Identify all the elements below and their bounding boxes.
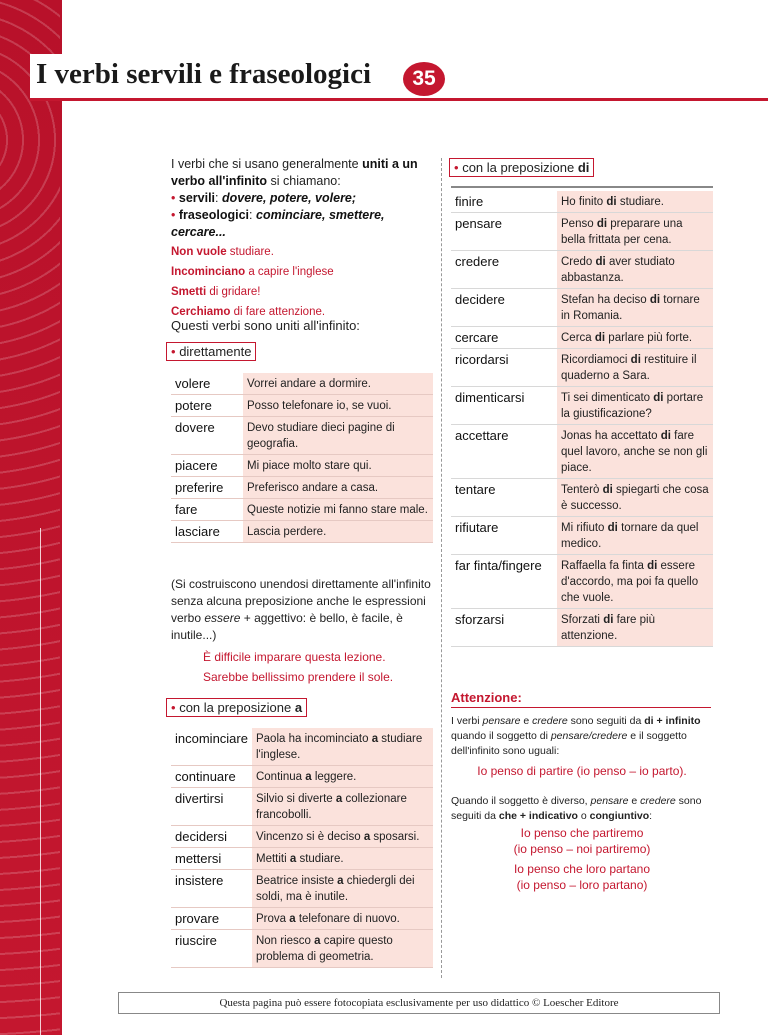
intro-line1-end: si chiamano: bbox=[267, 174, 341, 188]
table-top-rule bbox=[451, 186, 713, 188]
table-row: volere Vorrei andare a dormire. bbox=[171, 373, 433, 395]
table-row: provare Prova a telefonare di nuovo. bbox=[171, 908, 433, 930]
table-row: potere Posso telefonare io, se vuoi. bbox=[171, 395, 433, 417]
attention-example-3b: (io penso – loro partano) bbox=[516, 878, 648, 892]
servili-list: dovere, potere, volere; bbox=[221, 191, 357, 205]
note-example-2: Sarebbe bellissimo prendere il sole. bbox=[203, 670, 394, 684]
bullet-icon: • bbox=[171, 208, 176, 222]
note-example-1: È difficile imparare questa lezione. bbox=[203, 650, 386, 664]
table-row: pensare Penso di preparare una bella frittata per cena. bbox=[451, 213, 713, 251]
tag-direttamente: • direttamente bbox=[166, 342, 256, 361]
intro-text: I verbi che si usano generalmente uniti a un verbo all'infinito si chiamano: • servili: dovere, potere, volere; • fraseologici: cominciare, smettere, cercare... Non vuole studiare. Incominciano a capire l'inglese Smetti di gridare! Cerchiamo di fare attenzione. bbox=[171, 156, 433, 321]
table-row: decidere Stefan ha deciso di tornare in Romania. bbox=[451, 289, 713, 327]
column-divider bbox=[441, 158, 442, 978]
servili-label: servili bbox=[178, 191, 216, 205]
example-4: Cerchiamo di fare attenzione. bbox=[171, 306, 326, 318]
page-title: I verbi servili e fraseologici bbox=[36, 58, 372, 90]
example-3: Smetti di gridare! bbox=[171, 286, 261, 298]
table-row: sforzarsi Sforzati di fare più attenzione. bbox=[451, 609, 713, 647]
table-row: dimenticarsi Ti sei dimenticato di portare la giustificazione? bbox=[451, 387, 713, 425]
table-row: ricordarsi Ricordiamoci di restituire il quaderno a Sara. bbox=[451, 349, 713, 387]
table-row: credere Credo di aver studiato abbastanza. bbox=[451, 251, 713, 289]
bullet-icon: • bbox=[454, 160, 459, 175]
table-row: dovere Devo studiare dieci pagine di geografia. bbox=[171, 417, 433, 455]
table-row: lasciare Lascia perdere. bbox=[171, 521, 433, 543]
prep-a-table bbox=[171, 728, 433, 968]
intro-line1: I verbi che si usano generalmente bbox=[171, 157, 363, 171]
attention-rule bbox=[451, 707, 711, 708]
example-1: Non vuole studiare. bbox=[171, 246, 274, 258]
attention-example-2a: Io penso che partiremo bbox=[520, 826, 644, 840]
attention-example-2b: (io penso – noi partiremo) bbox=[513, 842, 651, 856]
table-row: accettare Jonas ha accettato di fare quel lavoro, anche se non gli piace. bbox=[451, 425, 713, 479]
intro-line1-bold: uniti a un verbo all'infinito bbox=[171, 157, 418, 188]
table-row: finire Ho finito di studiare. bbox=[451, 191, 713, 213]
unit-badge: 35 bbox=[403, 62, 445, 96]
table-row: far finta/fingere Raffaella fa finta di essere d'accordo, ma poi fa quello che vuole. bbox=[451, 555, 713, 609]
bullet-icon: • bbox=[171, 191, 176, 205]
side-band bbox=[0, 0, 62, 1035]
tag-prep-di: • con la preposizione di bbox=[449, 158, 594, 177]
footer-copyright: Questa pagina può essere fotocopiata esclusivamente per uso didattico © Loescher Editore bbox=[118, 992, 720, 1014]
table-row: decidersi Vincenzo si è deciso a sposarsi. bbox=[171, 826, 433, 848]
table-row: piacere Mi piace molto stare qui. bbox=[171, 455, 433, 477]
prep-di-table bbox=[451, 191, 713, 647]
table-row: riuscire Non riesco a capire questo problema di geometria. bbox=[171, 930, 433, 968]
bullet-icon: • bbox=[171, 700, 176, 715]
attention-heading: Attenzione: bbox=[451, 690, 522, 705]
direct-table bbox=[171, 373, 433, 543]
table-row: cercare Cerca di parlare più forte. bbox=[451, 327, 713, 349]
table-row: rifiutare Mi rifiuto di tornare da quel medico. bbox=[451, 517, 713, 555]
section-subtitle: Questi verbi sono uniti all'infinito: bbox=[171, 318, 360, 333]
band-divider bbox=[40, 528, 41, 1035]
decorative-rings bbox=[0, 0, 60, 1035]
attention-example-1: Io penso di partire (io penso – io parto). bbox=[477, 764, 687, 778]
attention-paragraph-1: I verbi pensare e credere sono seguiti da di + infinito quando il soggetto di pensare/credere e il soggetto dell'infinito sono uguali: bbox=[451, 715, 701, 757]
attention-paragraph-2: Quando il soggetto è diverso, pensare e credere sono seguiti da che + indicativo o congiuntivo: bbox=[451, 795, 702, 822]
example-2: Incominciano a capire l'inglese bbox=[171, 266, 334, 278]
fraseo-list: cominciare, smettere, cercare... bbox=[171, 208, 385, 239]
table-row: tentare Tenterò di spiegarti che cosa è successo. bbox=[451, 479, 713, 517]
attention-example-3a: Io penso che loro partano bbox=[513, 862, 651, 876]
table-row: continuare Continua a leggere. bbox=[171, 766, 433, 788]
bullet-icon: • bbox=[171, 344, 176, 359]
table-row: incominciare Paola ha incominciato a studiare l'inglese. bbox=[171, 728, 433, 766]
fraseo-label: fraseologici bbox=[178, 208, 250, 222]
note-text: (Si costruiscono unendosi direttamente all'infinito senza alcuna preposizione anche le espressioni verbo essere + aggettivo: è bello, è facile, è inutile...) bbox=[171, 577, 431, 642]
table-row: insistere Beatrice insiste a chiedergli dei soldi, ma è inutile. bbox=[171, 870, 433, 908]
table-row: fare Queste notizie mi fanno stare male. bbox=[171, 499, 433, 521]
table-row: divertirsi Silvio si diverte a collezionare francobolli. bbox=[171, 788, 433, 826]
table-row: preferire Preferisco andare a casa. bbox=[171, 477, 433, 499]
table-row: mettersi Mettiti a studiare. bbox=[171, 848, 433, 870]
tag-prep-a: • con la preposizione a bbox=[166, 698, 307, 717]
